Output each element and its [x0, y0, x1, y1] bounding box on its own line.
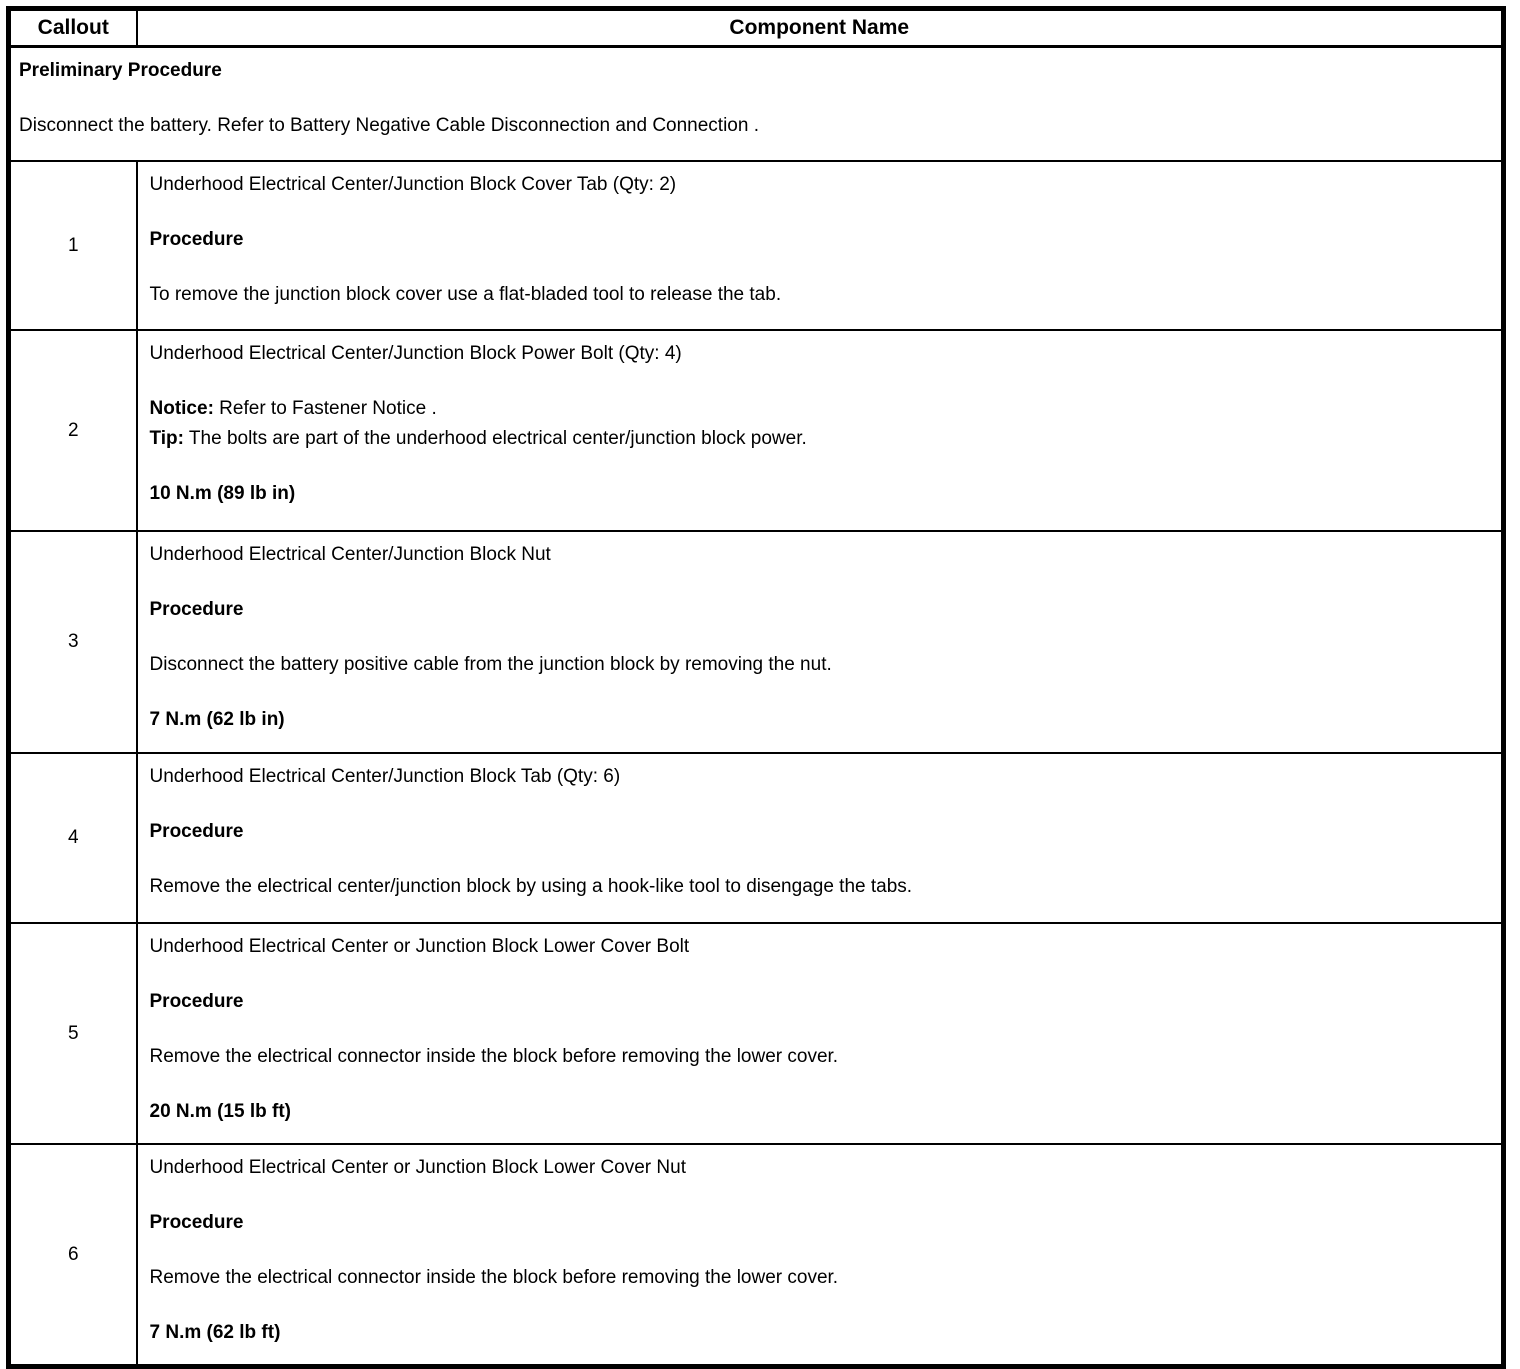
callout-number: 1: [9, 161, 137, 330]
component-text: Disconnect the battery positive cable from the junction block by removing the nut.: [149, 654, 832, 675]
component-text-line: [150, 705, 1490, 735]
component-text-bold: 7 N.m (62 lb ft): [149, 1322, 281, 1343]
component-paragraph: [150, 1318, 1490, 1348]
component-paragraph: [150, 987, 1490, 1017]
component-text: Underhood Electrical Center or Junction Block Lower Cover Bolt: [149, 936, 690, 957]
component-text: Underhood Electrical Center/Junction Block Nut: [149, 544, 551, 565]
callout-number: 2: [9, 330, 137, 531]
component-callout-table: [6, 6, 1506, 1369]
component-text: Underhood Electrical Center/Junction Block Tab (Qty: 6): [149, 766, 621, 787]
component-text-line: [150, 394, 1490, 424]
component-text-bold: 7 N.m (62 lb in): [149, 709, 285, 730]
callout-column-header: Callout: [9, 9, 137, 47]
table-row: [9, 753, 1504, 923]
component-text-line: [150, 762, 1490, 792]
component-text-line: [150, 479, 1490, 509]
callout-number: 5: [9, 923, 137, 1144]
component-paragraph: [150, 932, 1490, 962]
component-text-bold: Procedure: [149, 1212, 244, 1233]
component-text-line: [150, 987, 1490, 1017]
component-text-line: [150, 1318, 1490, 1348]
component-text: Underhood Electrical Center or Junction Block Lower Cover Nut: [149, 1157, 686, 1178]
component-text-bold: Notice:: [149, 398, 214, 419]
component-paragraph: [150, 595, 1490, 625]
component-text-line: [150, 1042, 1490, 1072]
component-text: Remove the electrical center/junction block by using a hook-like tool to disengage the tabs.: [149, 876, 913, 897]
component-paragraph: [150, 394, 1490, 454]
table-row: [9, 923, 1504, 1144]
component-text: To remove the junction block cover use a flat-bladed tool to release the tab.: [149, 284, 782, 305]
component-text-line: [150, 540, 1490, 570]
component-text-line: [150, 650, 1490, 680]
component-text-line: [150, 817, 1490, 847]
component-text-bold: Procedure: [149, 229, 244, 250]
component-text-line: [150, 932, 1490, 962]
component-paragraph: [150, 540, 1490, 570]
component-text-line: [150, 225, 1490, 255]
component-text: Remove the electrical connector inside the block before removing the lower cover.: [149, 1046, 839, 1067]
component-paragraph: [150, 1042, 1490, 1072]
component-name-column-header: Component Name: [137, 9, 1504, 47]
preliminary-procedure-text: Disconnect the battery. Refer to Battery Negative Cable Disconnection and Connection .: [19, 115, 759, 136]
table-row: [9, 531, 1504, 753]
component-paragraph: [150, 1263, 1490, 1293]
component-paragraph: [150, 872, 1490, 902]
component-text-line: [150, 424, 1490, 454]
component-text-bold: Procedure: [149, 599, 244, 620]
preliminary-procedure-cell: [9, 47, 1504, 162]
component-text-line: [150, 1263, 1490, 1293]
component-paragraph: [150, 280, 1490, 310]
component-text: Underhood Electrical Center/Junction Block Power Bolt (Qty: 4): [149, 343, 682, 364]
component-text-bold: Procedure: [149, 991, 244, 1012]
preliminary-procedure-row: [9, 47, 1504, 162]
component-text-bold: Procedure: [149, 821, 244, 842]
component-text-bold: 20 N.m (15 lb ft): [149, 1101, 291, 1122]
table-header-row: [9, 9, 1504, 47]
component-paragraph: [150, 170, 1490, 200]
component-paragraph: [150, 1153, 1490, 1183]
component-text: Refer to Fastener Notice .: [213, 398, 437, 419]
component-text-line: [150, 170, 1490, 200]
component-paragraph: [150, 339, 1490, 369]
component-text-bold: Tip:: [149, 428, 184, 449]
table-row: [9, 330, 1504, 531]
component-paragraph: [150, 705, 1490, 735]
component-text-line: [150, 872, 1490, 902]
component-text-line: [150, 1153, 1490, 1183]
component-cell: [137, 1144, 1504, 1367]
component-paragraph: [150, 650, 1490, 680]
component-cell: [137, 330, 1504, 531]
component-cell: [137, 531, 1504, 753]
callout-number: 4: [9, 753, 137, 923]
callout-number: 3: [9, 531, 137, 753]
component-text: Remove the electrical connector inside the block before removing the lower cover.: [149, 1267, 839, 1288]
callout-number: 6: [9, 1144, 137, 1367]
component-paragraph: [150, 479, 1490, 509]
component-cell: [137, 923, 1504, 1144]
component-text-line: [150, 1208, 1490, 1238]
table-row: [9, 1144, 1504, 1367]
component-paragraph: [150, 225, 1490, 255]
component-paragraph: [150, 762, 1490, 792]
component-text: Underhood Electrical Center/Junction Block Cover Tab (Qty: 2): [149, 174, 677, 195]
component-text-line: [150, 1097, 1490, 1127]
component-text-line: [150, 339, 1490, 369]
table-row: [9, 161, 1504, 330]
component-cell: [137, 753, 1504, 923]
component-paragraph: [150, 1097, 1490, 1127]
component-text-bold: 10 N.m (89 lb in): [149, 483, 296, 504]
component-text-line: [150, 595, 1490, 625]
component-cell: [137, 161, 1504, 330]
component-text-line: [150, 280, 1490, 310]
preliminary-procedure-heading: Preliminary Procedure: [19, 60, 222, 81]
component-text: The bolts are part of the underhood electrical center/junction block power.: [183, 428, 807, 449]
component-paragraph: [150, 1208, 1490, 1238]
component-paragraph: [150, 817, 1490, 847]
